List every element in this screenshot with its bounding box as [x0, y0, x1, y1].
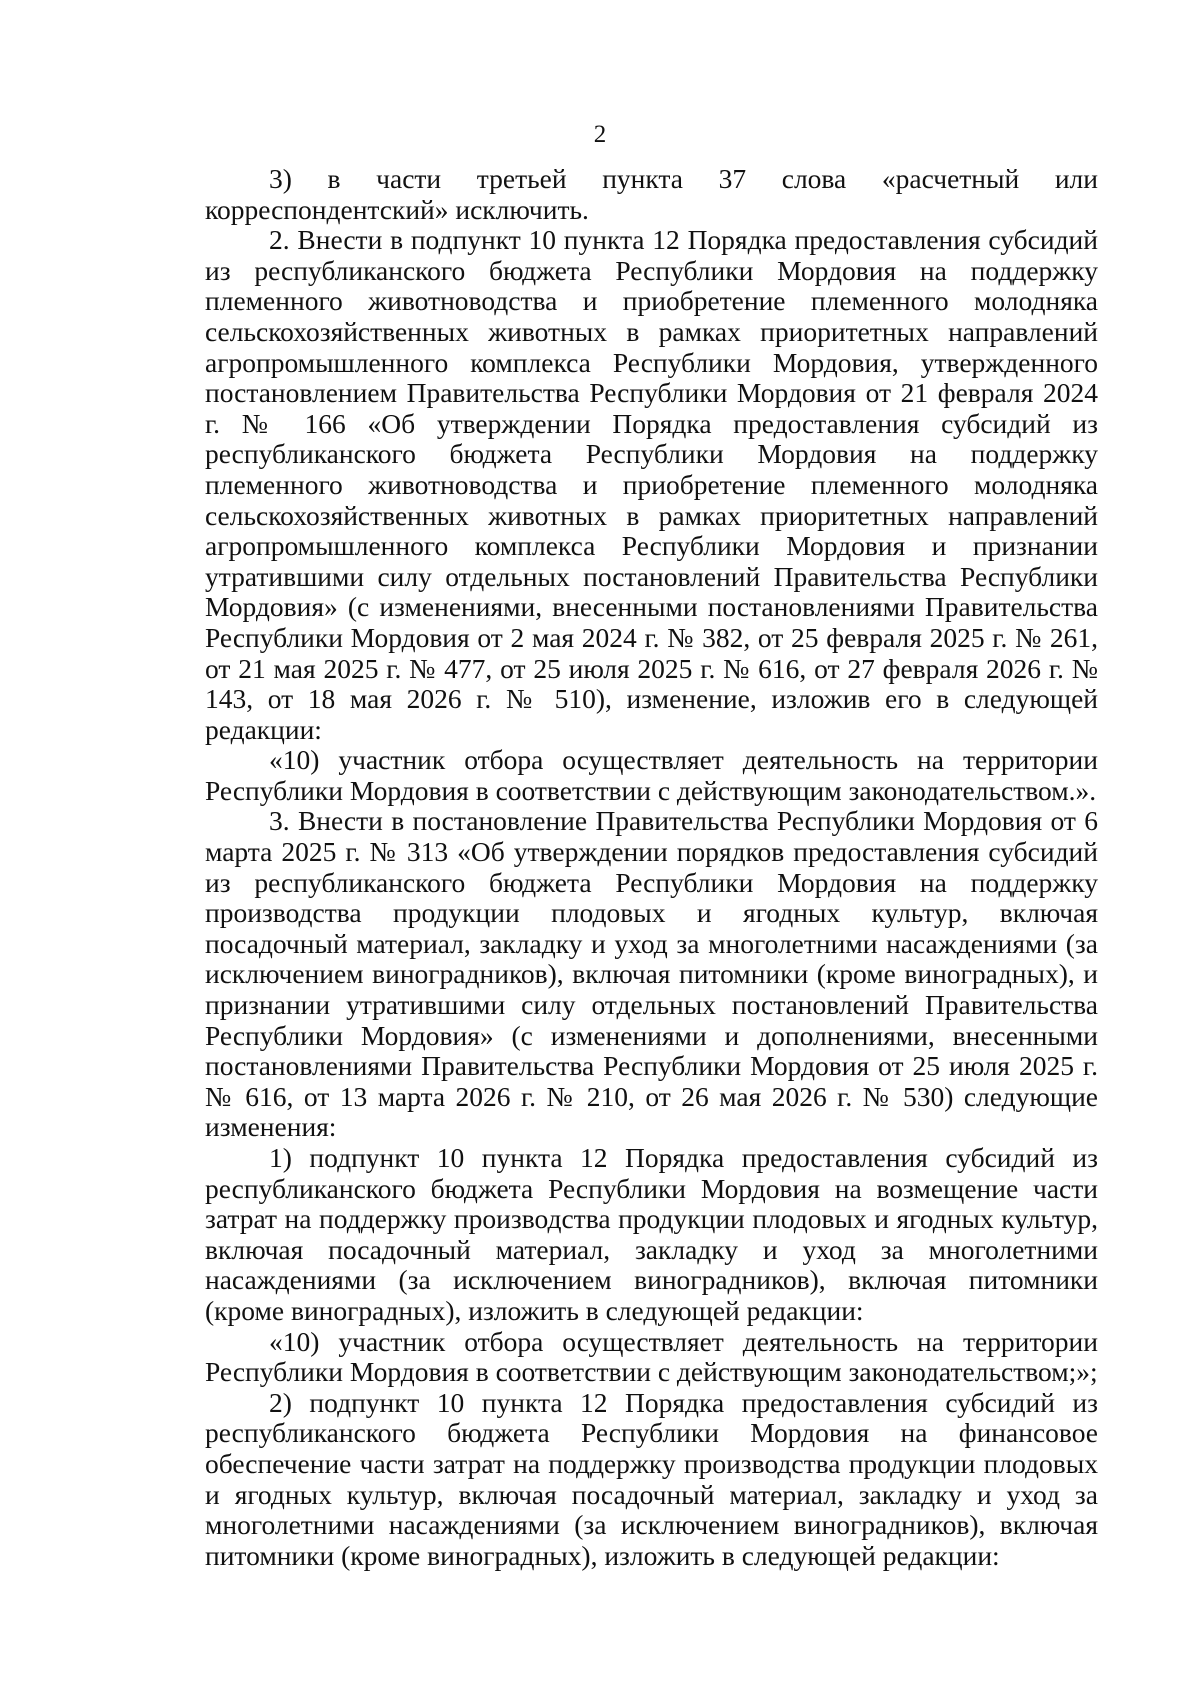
- paragraph-item-3: 3. Внести в постановление Правительства Республики Мордовия от 6 марта 2025 г. № 313 «Об утверждении порядков предоставления субсидий из республиканского бюджета Республики Мордовия на поддержку производства продукции плодовых и ягодных культур, включая посадочный материал, закладку и уход за многолетними насаждениями (за исключением виноградников), включая питомники (кроме виноградных), и признании утратившими силу отдельных постановлений Правительства Республики Мордовия» (с изменениями и дополнениями, внесенными постановлениями Правительства Республики Мордовия от 25 июля 2025 г. № 616, от 13 марта 2026 г. № 210, от 26 мая 2026 г. № 530) следующие изменения:: [205, 805, 1098, 1143]
- paragraph-subitem-2: 2) подпункт 10 пункта 12 Порядка предоставления субсидий из республиканского бюджета Республики Мордовия на финансовое обеспечение части затрат на поддержку производства продукции плодовых и ягодных культур, включая посадочный материал, закладку и уход за многолетними насаждениями (за исключением виноградников), включая питомники (кроме виноградных), изложить в следующей редакции:: [205, 1386, 1098, 1571]
- paragraph-subitem-1: 1) подпункт 10 пункта 12 Порядка предоставления субсидий из республиканского бюджета Республики Мордовия на возмещение части затрат на поддержку производства продукции плодовых и ягодных культур, включая посадочный материал, закладку и уход за многолетними насаждениями (за исключением виноградников), включая питомники (кроме виноградных), изложить в следующей редакции:: [205, 1142, 1098, 1326]
- paragraph-clause-3: 3) в части третьей пункта 37 слова «расчетный или корреспондентский» исключить.: [205, 163, 1098, 225]
- page-number: 2: [593, 121, 607, 148]
- paragraph-quote-10-second: «10) участник отбора осуществляет деятельность на территории Республики Мордовия в соответствии с действующим законодательством;»;: [205, 1325, 1098, 1388]
- paragraph-quote-10: «10) участник отбора осуществляет деятельность на территории Республики Мордовия в соответствии с действующим законодательством.».: [205, 744, 1098, 806]
- document-body: [205, 164, 1098, 1571]
- paragraph-item-2: 2. Внести в подпункт 10 пункта 12 Порядка предоставления субсидий из республиканского бюджета Республики Мордовия на поддержку племенного животноводства и приобретение племенного молодняка сельскохозяйственных животных в рамках приоритетных направлений агропромышленного комплекса Республики Мордовия, утвержденного постановлением Правительства Республики Мордовия от 21 февраля 2024 г. № 166 «Об утверждении Порядка предоставления субсидий из республиканского бюджета Республики Мордовия на поддержку племенного животноводства и приобретение племенного молодняка сельскохозяйственных животных в рамках приоритетных направлений агропромышленного комплекса Республики Мордовия и признании утратившими силу отдельных постановлений Правительства Республики Мордовия» (с изменениями, внесенными постановлениями Правительства Республики Мордовия от 2 мая 2024 г. № 382, от 25 февраля 2025 г. № 261, от 21 мая 2025 г. № 477, от 25 июля 2025 г. № 616, от 27 февраля 2026 г. № 143, от 18 мая 2026 г. № 510), изменение, изложив его в следующей редакции:: [205, 224, 1098, 745]
